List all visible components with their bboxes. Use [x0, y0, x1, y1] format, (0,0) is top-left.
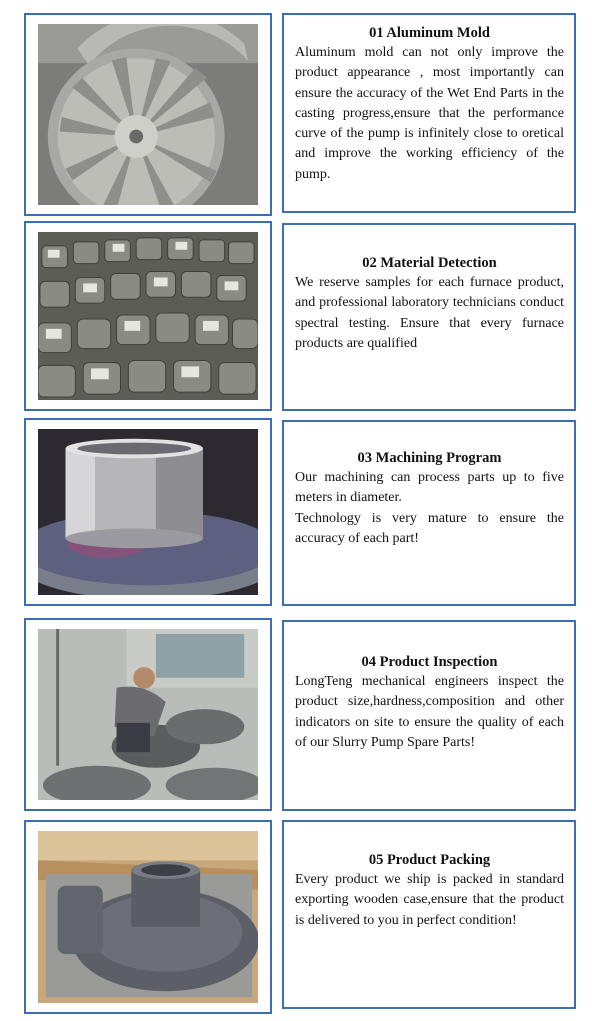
section-4-text-box — [282, 620, 576, 811]
section-3-paragraph-1: Our machining can process parts up to five meters in diameter. — [295, 470, 564, 506]
section-1-title: 01 Aluminum Mold — [369, 25, 490, 41]
section-2-body — [295, 273, 564, 354]
section-4-body — [295, 672, 564, 753]
section-2-text-box — [282, 223, 576, 411]
section-2-title: 02 Material Detection — [362, 255, 497, 271]
section-2-image-frame — [24, 221, 272, 411]
packing-photo — [38, 831, 258, 1003]
section-5-paragraph: Every product we ship is packed in standard exporting wooden case,ensure that the product is delivered to you in perfect condition! — [295, 872, 564, 928]
machining-photo — [38, 429, 258, 595]
section-3-paragraph-2: Technology is very mature to ensure the accuracy of each part! — [295, 510, 564, 546]
section-5-title: 05 Product Packing — [368, 852, 491, 868]
section-5-text-box — [282, 820, 576, 1009]
section-1-paragraph: Aluminum mold can not only improve the product appearance , most importantly can ensure the accuracy of the Wet End Parts in the casting progress,ensure that the performance curve of the pump is infinitely close to oretical and improve the working efficiency of the pump. — [295, 45, 564, 182]
section-3-title: 03 Machining Program — [357, 450, 502, 466]
section-4-paragraph: LongTeng mechanical engineers inspect the product size,hardness,composition and other indicators on site to ensure the quality of each of our Slurry Pump Spare Parts! — [295, 674, 564, 750]
section-4-title: 04 Product Inspection — [361, 654, 498, 670]
aluminum-mold-photo — [38, 24, 258, 205]
section-1-image-frame — [24, 13, 272, 216]
section-2-paragraph: We reserve samples for each furnace product, and professional laboratory technicians conduct spectral testing. Ensure that every furnace products are qualified — [295, 275, 564, 351]
section-1-text-box — [282, 13, 576, 213]
inspection-photo — [38, 629, 258, 800]
section-5-body — [295, 870, 564, 931]
section-5-image-frame — [24, 820, 272, 1014]
section-4-image-frame — [24, 618, 272, 811]
material-samples-photo — [38, 232, 258, 400]
section-3-image-frame — [24, 418, 272, 606]
section-3-body — [295, 468, 564, 549]
section-3-text-box — [282, 420, 576, 606]
section-1-body — [295, 43, 564, 185]
